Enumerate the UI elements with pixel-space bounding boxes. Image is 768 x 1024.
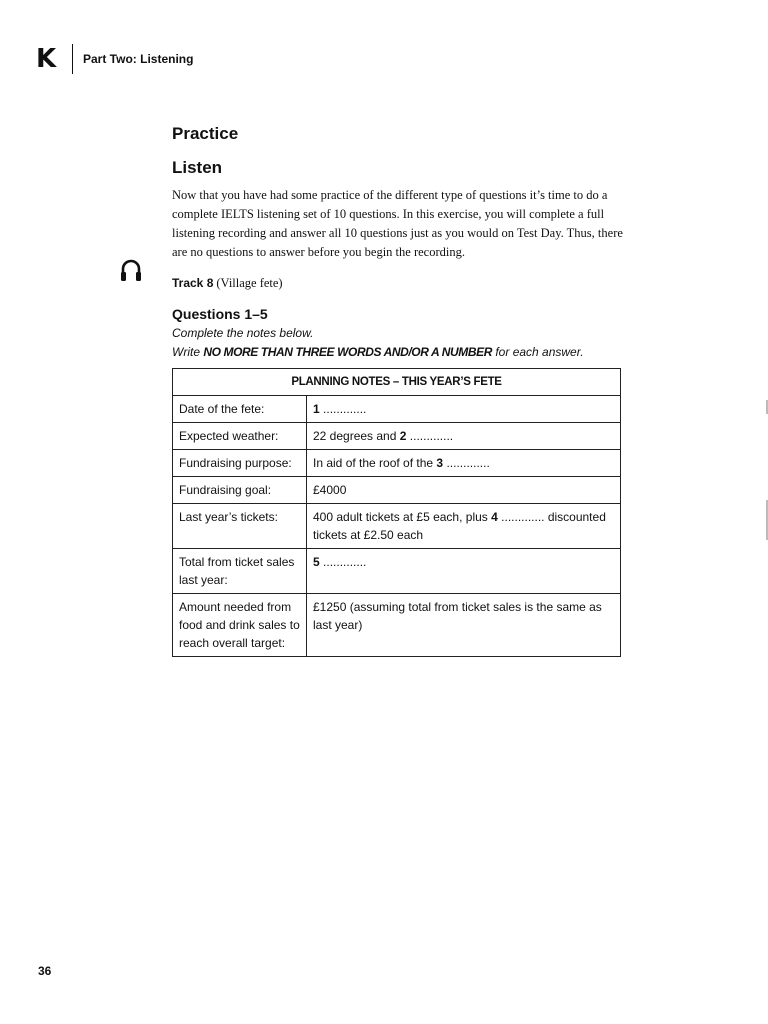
row-value	[307, 594, 621, 657]
intro-paragraph: Now that you have had some practice of the different type of questions it’s time to do a complete IELTS listening set of 10 questions. In this exercise, you will complete a full listening recording and answer all 10 questions just as you would on Test Day. Thus, there are no questions to answer before you begin the recording.	[172, 188, 623, 259]
listen-heading: Listen	[172, 158, 223, 177]
practice-heading: Practice	[172, 124, 239, 143]
publisher-logo: K	[36, 44, 55, 74]
answer-number: 4	[491, 510, 498, 524]
answer-number: 5	[313, 555, 320, 569]
track-label: Track 8	[172, 276, 214, 290]
row-label: Total from ticket sales last year:	[173, 549, 307, 594]
page-number: 36	[38, 964, 52, 978]
planning-notes-table	[172, 368, 621, 657]
answer-blank: .............	[319, 402, 367, 416]
value-text: £1250 (assuming total from ticket sales is the same as last year)	[313, 600, 602, 632]
track-detail: (Village fete)	[216, 275, 283, 290]
row-value	[307, 504, 621, 549]
answer-number: 1	[313, 402, 320, 416]
row-value	[307, 450, 621, 477]
instruction-complete: Complete the notes below.	[172, 326, 314, 340]
value-text: £4000	[313, 483, 347, 497]
row-label: Fundraising goal:	[173, 477, 307, 504]
value-text: 22 degrees and	[313, 429, 400, 443]
row-label: Amount needed from food and drink sales to reach overall target:	[173, 594, 307, 657]
value-text: 400 adult tickets at £5 each, plus	[313, 510, 492, 524]
value-text: In aid of the roof of the	[313, 456, 437, 470]
answer-blank: .............	[406, 429, 454, 443]
answer-number: 2	[399, 429, 407, 443]
answer-blank: .............	[443, 456, 490, 470]
row-label: Last year’s tickets:	[173, 504, 307, 549]
table-row	[173, 504, 621, 549]
table-row	[173, 396, 621, 423]
instruction-word-limit	[172, 343, 624, 362]
row-value	[307, 549, 621, 594]
row-value	[307, 396, 621, 423]
row-label: Expected weather:	[173, 423, 307, 450]
table-row	[173, 477, 621, 504]
page-header	[36, 42, 193, 76]
row-value	[307, 423, 621, 450]
answer-blank: ............. discounted tickets at £2.50 each	[313, 510, 606, 542]
instruction-prefix: Write	[172, 345, 204, 359]
track-reference	[172, 272, 624, 294]
header-divider	[72, 44, 73, 74]
table-row	[173, 549, 621, 594]
instruction-limit: NO MORE THAN THREE WORDS AND/OR A NUMBER	[203, 345, 493, 359]
table-row	[173, 450, 621, 477]
section-label: Part Two: Listening	[83, 52, 194, 66]
row-label: Fundraising purpose:	[173, 450, 307, 477]
row-value	[307, 477, 621, 504]
row-label: Date of the fete:	[173, 396, 307, 423]
main-content	[172, 122, 624, 362]
headphones-icon	[120, 258, 142, 282]
table-row	[173, 423, 621, 450]
questions-heading: Questions 1–5	[172, 306, 268, 322]
table-row	[173, 594, 621, 657]
answer-number: 3	[436, 456, 444, 470]
answer-blank: .............	[319, 555, 367, 569]
instruction-suffix: for each answer.	[492, 345, 584, 359]
table-title: PLANNING NOTES – THIS YEAR’S FETE	[173, 369, 621, 396]
